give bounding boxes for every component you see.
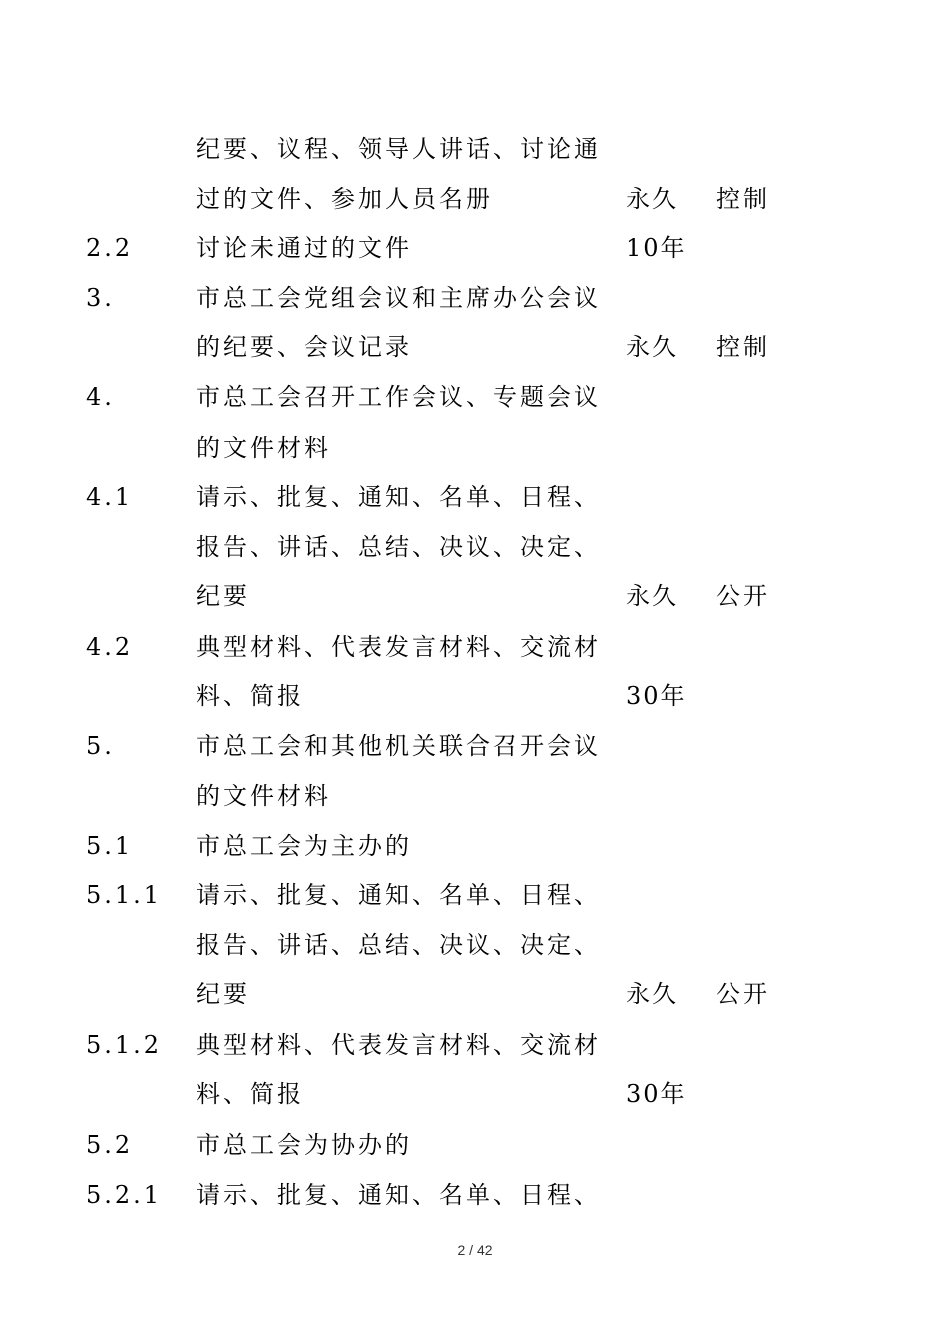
- item-number: 4.2: [86, 633, 134, 661]
- item-number: 5.: [86, 732, 115, 760]
- retention-period: 永久: [626, 980, 678, 1008]
- item-text: 市总工会为协办的: [196, 1131, 412, 1159]
- item-number: 5.2.1: [86, 1181, 163, 1209]
- item-text: 的文件材料: [196, 434, 331, 462]
- item-text: 典型材料、代表发言材料、交流材: [196, 633, 601, 661]
- access-level: 公开: [716, 980, 770, 1008]
- item-text: 料、简报: [196, 1080, 304, 1108]
- list-item: [0, 423, 950, 473]
- item-text: 的文件材料: [196, 782, 331, 810]
- list-item: [0, 622, 950, 672]
- item-text: 请示、批复、通知、名单、日程、: [196, 881, 601, 909]
- list-item: [0, 1120, 950, 1170]
- retention-period: 永久: [626, 185, 678, 213]
- list-item: [0, 671, 950, 721]
- list-item: [0, 870, 950, 920]
- list-item: [0, 771, 950, 821]
- list-item: [0, 174, 950, 224]
- list-item: [0, 1069, 950, 1119]
- list-item: [0, 472, 950, 522]
- retention-period: 永久: [626, 333, 678, 361]
- retention-period: 永久: [626, 582, 678, 610]
- item-number: 5.1.2: [86, 1031, 163, 1059]
- item-text: 请示、批复、通知、名单、日程、: [196, 1181, 601, 1209]
- item-text: 市总工会和其他机关联合召开会议: [196, 732, 601, 760]
- item-number: 5.1.1: [86, 881, 163, 909]
- list-item: [0, 124, 950, 174]
- item-text: 的纪要、会议记录: [196, 333, 412, 361]
- item-text: 市总工会为主办的: [196, 832, 412, 860]
- item-number: 5.2: [86, 1131, 134, 1159]
- list-item: [0, 571, 950, 621]
- list-item: [0, 322, 950, 372]
- list-item: [0, 522, 950, 572]
- item-text: 典型材料、代表发言材料、交流材: [196, 1031, 601, 1059]
- list-item: [0, 1020, 950, 1070]
- item-text: 请示、批复、通知、名单、日程、: [196, 483, 601, 511]
- list-item: [0, 273, 950, 323]
- list-item: [0, 223, 950, 273]
- retention-period: 30年: [626, 1080, 687, 1108]
- access-level: 控制: [716, 333, 770, 361]
- retention-period: 10年: [626, 234, 687, 262]
- item-text: 讨论未通过的文件: [196, 234, 412, 262]
- access-level: 控制: [716, 185, 770, 213]
- list-item: [0, 969, 950, 1019]
- item-text: 市总工会召开工作会议、专题会议: [196, 383, 601, 411]
- list-item: [0, 1170, 950, 1220]
- list-item: [0, 821, 950, 871]
- item-text: 报告、讲话、总结、决议、决定、: [196, 533, 601, 561]
- list-item: [0, 920, 950, 970]
- item-text: 纪要、议程、领导人讲话、讨论通: [196, 135, 601, 163]
- item-text: 料、简报: [196, 682, 304, 710]
- list-item: [0, 372, 950, 422]
- item-text: 报告、讲话、总结、决议、决定、: [196, 931, 601, 959]
- item-number: 4.1: [86, 483, 134, 511]
- item-text: 市总工会党组会议和主席办公会议: [196, 284, 601, 312]
- retention-period: 30年: [626, 682, 687, 710]
- item-text: 过的文件、参加人员名册: [196, 185, 493, 213]
- access-level: 公开: [716, 582, 770, 610]
- item-text: 纪要: [196, 582, 250, 610]
- item-number: 4.: [86, 383, 115, 411]
- item-number: 3.: [86, 284, 115, 312]
- item-number: 5.1: [86, 832, 134, 860]
- page-indicator: 2 / 42: [457, 1242, 493, 1258]
- item-text: 纪要: [196, 980, 250, 1008]
- item-number: 2.2: [86, 234, 134, 262]
- list-item: [0, 721, 950, 771]
